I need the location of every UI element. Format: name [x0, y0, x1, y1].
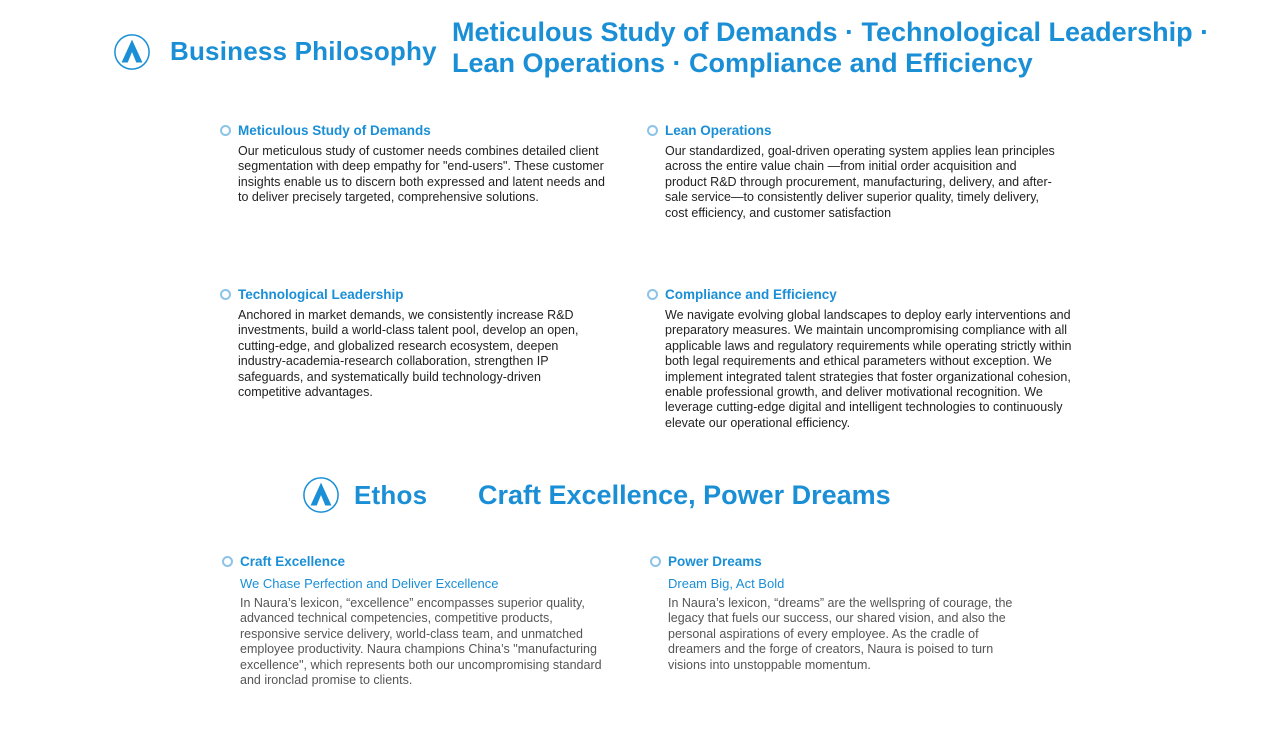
business-tagline-line2: Lean Operations · Compliance and Efficiency: [452, 48, 1033, 78]
ethos-item-craft-excellence: [240, 552, 610, 688]
circle-bullet-icon: [220, 125, 231, 136]
ethos-title: Ethos: [354, 480, 428, 510]
philosophy-item-title: Technological Leadership: [238, 286, 404, 302]
ethos-logo-icon: [302, 476, 340, 514]
philosophy-item-technology: [238, 285, 603, 400]
ethos-item-body: In Naura’s lexicon, “dreams” are the wellspring of courage, the legacy that fuels our success, our shared vision, and also the personal aspirations of every employee. As the cradle of dreamers and the forge of creators, Naura is poised to turn visions into unstoppable momentum.: [668, 596, 1013, 672]
circle-bullet-icon: [220, 289, 231, 300]
philosophy-item-title: Lean Operations: [665, 122, 772, 138]
circle-bullet-icon: [647, 125, 658, 136]
philosophy-item-title: Compliance and Efficiency: [665, 286, 837, 302]
philosophy-item-demands: [238, 121, 608, 206]
ethos-tagline: Craft Excellence, Power Dreams: [478, 480, 891, 510]
ethos-item-subtitle: We Chase Perfection and Deliver Excellence: [240, 576, 499, 591]
philosophy-item-compliance: [665, 285, 1090, 431]
philosophy-item-title: Meticulous Study of Demands: [238, 122, 431, 138]
philosophy-item-body: Our standardized, goal-driven operating system applies lean principles across the entire value chain —from initial order acquisition and product R&D through procurement, manufacturing, delivery, and after-sale service—to consistently deliver superior quality, timely delivery, cost efficiency, and customer satisfaction: [665, 144, 1055, 220]
business-logo-icon: [113, 33, 151, 71]
business-tagline: [452, 17, 1209, 79]
philosophy-item-body: Anchored in market demands, we consistently increase R&D investments, build a world-class talent pool, develop an open, cutting-edge, and globalized research ecosystem, deepen industry-academia-research collaboration, strengthen IP safeguards, and systematically build technology-driven competitive advantages.: [238, 308, 579, 400]
ethos-item-title: Craft Excellence: [240, 553, 346, 569]
philosophy-item-body: We navigate evolving global landscapes to deploy early interventions and preparatory measures. We maintain uncompromising compliance with all applicable laws and regulatory requirements while operating strictly within both legal requirements and ethical parameters without exception. We implement integrated talent strategies that foster organizational cohesion, enable professional growth, and deliver motivational recognition. We leverage cutting-edge digital and intelligent technologies to continuously elevate our operational efficiency.: [665, 308, 1072, 430]
philosophy-item-lean: [665, 121, 1057, 221]
business-tagline-line1: Meticulous Study of Demands · Technological Leadership ·: [452, 17, 1210, 47]
circle-bullet-icon: [647, 289, 658, 300]
ethos-item-body: In Naura’s lexicon, “excellence” encompasses superior quality, advanced technical competencies, competitive products, responsive service delivery, world-class team, and unmatched employee productivity. Naura champions China’s "manufacturing excellence", which represents both our uncompromising standard and ironclad promise to clients.: [240, 596, 602, 688]
business-philosophy-title: Business Philosophy: [170, 36, 437, 66]
ethos-item-power-dreams: [668, 552, 1033, 673]
philosophy-item-body: Our meticulous study of customer needs combines detailed client segmentation with deep empathy for "end-users". These customer insights enable us to discern both expressed and latent needs and to deliver precisely targeted, comprehensive solutions.: [238, 144, 605, 205]
circle-bullet-icon: [222, 556, 233, 567]
circle-bullet-icon: [650, 556, 661, 567]
ethos-item-subtitle: Dream Big, Act Bold: [668, 576, 785, 591]
ethos-item-title: Power Dreams: [668, 553, 762, 569]
